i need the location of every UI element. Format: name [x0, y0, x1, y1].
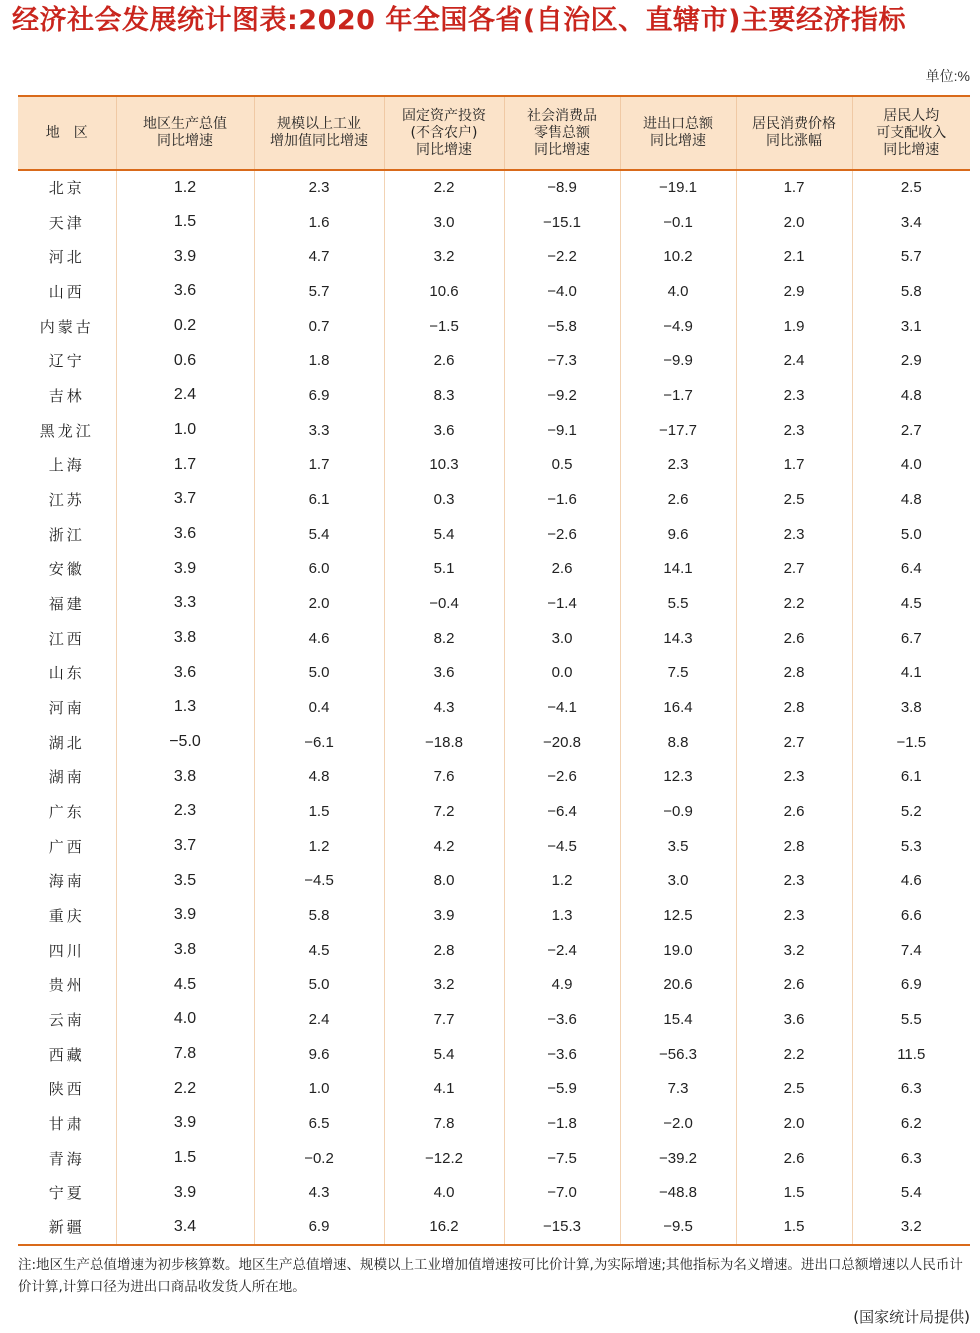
value-cell: 14.1 — [620, 551, 736, 586]
value-cell: 2.6 — [736, 621, 852, 656]
value-cell: 5.4 — [384, 517, 504, 552]
value-cell: −7.0 — [504, 1175, 620, 1210]
unit-label: 单位:% — [925, 68, 970, 84]
region-cell: 江苏 — [48, 490, 85, 509]
value-cell: 4.1 — [384, 1071, 504, 1106]
col-header-cpi: 居民消费价格 同比涨幅 — [736, 96, 852, 170]
col-header-investment: 固定资产投资 (不含农户) 同比增速 — [384, 96, 504, 170]
value-cell: 3.3 — [116, 586, 254, 621]
region-cell: 新疆 — [18, 1210, 116, 1245]
value-cell: 7.3 — [620, 1071, 736, 1106]
value-cell: 2.8 — [736, 690, 852, 725]
table-row — [18, 1071, 970, 1106]
value-cell: 2.3 — [736, 517, 852, 552]
value-cell: 0.2 — [116, 309, 254, 344]
region-cell: 贵州 — [48, 976, 85, 995]
value-cell: −5.9 — [504, 1071, 620, 1106]
value-cell: −9.2 — [504, 378, 620, 413]
value-cell: 1.7 — [736, 447, 852, 482]
value-cell: 6.9 — [852, 967, 970, 1002]
value-cell: 9.6 — [254, 1037, 384, 1072]
value-cell: −1.7 — [620, 378, 736, 413]
value-cell: 2.7 — [736, 725, 852, 760]
region-cell: 四川 — [48, 941, 85, 960]
value-cell: 5.4 — [254, 517, 384, 552]
value-cell: 2.4 — [736, 343, 852, 378]
value-cell: −0.2 — [254, 1141, 384, 1176]
table-row — [18, 551, 970, 586]
value-cell: 5.0 — [852, 517, 970, 552]
value-cell: 12.3 — [620, 759, 736, 794]
value-cell: 3.0 — [620, 863, 736, 898]
page-title: 经济社会发展统计图表:2020 年全国各省(自治区、直辖市)主要经济指标 — [12, 5, 907, 36]
region-cell: 河南 — [48, 698, 85, 717]
value-cell: 2.6 — [504, 551, 620, 586]
value-cell: −7.3 — [504, 343, 620, 378]
value-cell: 3.4 — [116, 1210, 254, 1245]
table-row — [18, 933, 970, 968]
value-cell: −17.7 — [620, 413, 736, 448]
value-cell: 2.9 — [736, 274, 852, 309]
value-cell: 3.2 — [736, 933, 852, 968]
value-cell: 0.3 — [384, 482, 504, 517]
value-cell: 5.7 — [852, 239, 970, 274]
value-cell: 6.1 — [254, 482, 384, 517]
region-cell: 湖北 — [48, 733, 85, 752]
table-row — [18, 621, 970, 656]
value-cell: 3.7 — [116, 482, 254, 517]
value-cell: 3.6 — [116, 274, 254, 309]
table-row — [18, 1037, 970, 1072]
value-cell: 2.6 — [736, 794, 852, 829]
value-cell: 1.7 — [736, 170, 852, 205]
value-cell: −4.5 — [254, 863, 384, 898]
value-cell: 4.8 — [852, 378, 970, 413]
value-cell: 2.6 — [736, 1141, 852, 1176]
value-cell: 1.5 — [116, 1141, 254, 1176]
value-cell: 1.8 — [254, 343, 384, 378]
value-cell: 19.0 — [620, 933, 736, 968]
table-header — [18, 96, 970, 170]
value-cell: 3.9 — [384, 898, 504, 933]
value-cell: −5.8 — [504, 309, 620, 344]
value-cell: 3.4 — [852, 205, 970, 240]
value-cell: −4.9 — [620, 309, 736, 344]
value-cell: 2.1 — [736, 239, 852, 274]
region-cell: 内蒙古 — [39, 317, 94, 336]
value-cell: 1.2 — [116, 170, 254, 205]
value-cell: 0.4 — [254, 690, 384, 725]
value-cell: −2.6 — [504, 759, 620, 794]
value-cell: 7.5 — [620, 655, 736, 690]
value-cell: 7.6 — [384, 759, 504, 794]
value-cell: 3.6 — [384, 655, 504, 690]
value-cell: −19.1 — [620, 170, 736, 205]
region-cell: 辽宁 — [48, 352, 85, 371]
value-cell: 3.6 — [116, 517, 254, 552]
table-body — [18, 170, 970, 1245]
value-cell: 0.5 — [504, 447, 620, 482]
col-header-income: 居民人均 可支配收入 同比增速 — [852, 96, 970, 170]
value-cell: 3.2 — [384, 967, 504, 1002]
table-row — [18, 725, 970, 760]
value-cell: 6.3 — [852, 1071, 970, 1106]
value-cell: 3.8 — [116, 933, 254, 968]
value-cell: −2.6 — [504, 517, 620, 552]
value-cell: 4.0 — [384, 1175, 504, 1210]
value-cell: 2.5 — [736, 482, 852, 517]
value-cell: 2.2 — [736, 1037, 852, 1072]
table-row — [18, 1210, 970, 1245]
table-row — [18, 1175, 970, 1210]
table-row — [18, 239, 970, 274]
value-cell: 12.5 — [620, 898, 736, 933]
value-cell: −2.4 — [504, 933, 620, 968]
value-cell: −0.1 — [620, 205, 736, 240]
value-cell: 2.7 — [736, 551, 852, 586]
value-cell: 3.7 — [116, 829, 254, 864]
value-cell: 2.0 — [736, 205, 852, 240]
value-cell: 2.3 — [736, 413, 852, 448]
region-cell: 浙江 — [48, 525, 85, 544]
value-cell: 2.3 — [254, 170, 384, 205]
table-row — [18, 967, 970, 1002]
value-cell: −3.6 — [504, 1037, 620, 1072]
value-cell: −8.9 — [504, 170, 620, 205]
value-cell: 1.3 — [504, 898, 620, 933]
value-cell: 10.2 — [620, 239, 736, 274]
value-cell: 6.5 — [254, 1106, 384, 1141]
value-cell: 3.9 — [116, 239, 254, 274]
table-row — [18, 413, 970, 448]
value-cell: 5.0 — [254, 655, 384, 690]
value-cell: 1.5 — [736, 1175, 852, 1210]
table-row — [18, 343, 970, 378]
value-cell: 4.0 — [852, 447, 970, 482]
value-cell: −15.1 — [504, 205, 620, 240]
value-cell: 4.2 — [384, 829, 504, 864]
value-cell: 7.4 — [852, 933, 970, 968]
value-cell: 1.0 — [116, 413, 254, 448]
table-row — [18, 1141, 970, 1176]
value-cell: 3.6 — [384, 413, 504, 448]
value-cell: −9.9 — [620, 343, 736, 378]
value-cell: 4.8 — [852, 482, 970, 517]
value-cell: 1.5 — [736, 1210, 852, 1245]
table-row — [18, 863, 970, 898]
value-cell: 2.0 — [254, 586, 384, 621]
indicator-table — [18, 95, 970, 1246]
value-cell: 2.2 — [736, 586, 852, 621]
value-cell: 4.5 — [852, 586, 970, 621]
value-cell: 2.0 — [736, 1106, 852, 1141]
value-cell: −4.1 — [504, 690, 620, 725]
value-cell: 1.5 — [116, 205, 254, 240]
value-cell: 3.8 — [852, 690, 970, 725]
value-cell: −6.1 — [254, 725, 384, 760]
value-cell: 2.8 — [736, 655, 852, 690]
value-cell: 4.6 — [852, 863, 970, 898]
value-cell: 2.3 — [620, 447, 736, 482]
value-cell: 5.5 — [852, 1002, 970, 1037]
value-cell: 1.2 — [504, 863, 620, 898]
col-header-region: 地 区 — [18, 96, 116, 170]
table-row — [18, 1106, 970, 1141]
value-cell: 4.5 — [116, 967, 254, 1002]
table-row — [18, 690, 970, 725]
value-cell: 3.6 — [116, 655, 254, 690]
value-cell: 4.0 — [116, 1002, 254, 1037]
region-cell: 上海 — [48, 456, 85, 475]
value-cell: 2.2 — [384, 170, 504, 205]
value-cell: 8.8 — [620, 725, 736, 760]
value-cell: 3.9 — [116, 1175, 254, 1210]
value-cell: 9.6 — [620, 517, 736, 552]
region-cell: 山东 — [48, 664, 85, 683]
value-cell: 6.7 — [852, 621, 970, 656]
header-row — [18, 96, 970, 170]
value-cell: 3.8 — [116, 759, 254, 794]
table-row — [18, 309, 970, 344]
value-cell: 10.6 — [384, 274, 504, 309]
value-cell: −1.8 — [504, 1106, 620, 1141]
region-cell: 陕西 — [48, 1080, 85, 1099]
value-cell: 4.5 — [254, 933, 384, 968]
region-cell: 甘肃 — [48, 1114, 85, 1133]
value-cell: 1.7 — [254, 447, 384, 482]
value-cell: 3.0 — [384, 205, 504, 240]
value-cell: 3.9 — [116, 1106, 254, 1141]
region-cell: 北京 — [48, 179, 85, 198]
value-cell: 2.7 — [852, 413, 970, 448]
region-cell: 湖南 — [48, 768, 85, 787]
value-cell: −5.0 — [116, 725, 254, 760]
table-row — [18, 1002, 970, 1037]
col-header-industry: 规模以上工业 增加值同比增速 — [254, 96, 384, 170]
value-cell: 4.0 — [620, 274, 736, 309]
region-cell: 河北 — [48, 248, 85, 267]
value-cell: 3.0 — [504, 621, 620, 656]
region-cell: 海南 — [48, 872, 85, 891]
region-cell: 云南 — [48, 1010, 85, 1029]
value-cell: 4.8 — [254, 759, 384, 794]
value-cell: 2.4 — [254, 1002, 384, 1037]
value-cell: 6.9 — [254, 1210, 384, 1245]
value-cell: 4.3 — [254, 1175, 384, 1210]
region-cell: 山西 — [48, 282, 85, 301]
value-cell: 16.2 — [384, 1210, 504, 1245]
value-cell: 5.5 — [620, 586, 736, 621]
table-row — [18, 447, 970, 482]
value-cell: −3.6 — [504, 1002, 620, 1037]
region-cell: 安徽 — [48, 560, 85, 579]
value-cell: 5.2 — [852, 794, 970, 829]
value-cell: 20.6 — [620, 967, 736, 1002]
table-row — [18, 517, 970, 552]
region-cell: 福建 — [48, 594, 85, 613]
value-cell: 2.3 — [736, 863, 852, 898]
region-cell: 西藏 — [48, 1045, 85, 1064]
value-cell: 15.4 — [620, 1002, 736, 1037]
value-cell: 3.1 — [852, 309, 970, 344]
value-cell: 2.9 — [852, 343, 970, 378]
value-cell: −15.3 — [504, 1210, 620, 1245]
value-cell: −0.9 — [620, 794, 736, 829]
value-cell: 3.9 — [116, 551, 254, 586]
region-cell: 宁夏 — [48, 1184, 85, 1203]
col-header-gdp: 地区生产总值 同比增速 — [116, 96, 254, 170]
value-cell: −6.4 — [504, 794, 620, 829]
value-cell: 5.7 — [254, 274, 384, 309]
value-cell: −9.5 — [620, 1210, 736, 1245]
value-cell: 5.3 — [852, 829, 970, 864]
value-cell: 2.3 — [736, 759, 852, 794]
value-cell: 4.9 — [504, 967, 620, 1002]
value-cell: −0.4 — [384, 586, 504, 621]
value-cell: 5.8 — [254, 898, 384, 933]
region-cell: 广西 — [48, 837, 85, 856]
value-cell: −4.5 — [504, 829, 620, 864]
value-cell: 2.2 — [116, 1071, 254, 1106]
table-row — [18, 205, 970, 240]
region-cell: 青海 — [48, 1149, 85, 1168]
value-cell: 2.5 — [736, 1071, 852, 1106]
value-cell: −1.6 — [504, 482, 620, 517]
value-cell: 2.6 — [384, 343, 504, 378]
value-cell: 5.8 — [852, 274, 970, 309]
value-cell: 0.6 — [116, 343, 254, 378]
value-cell: −48.8 — [620, 1175, 736, 1210]
value-cell: −7.5 — [504, 1141, 620, 1176]
region-cell: 天津 — [48, 213, 85, 232]
value-cell: −12.2 — [384, 1141, 504, 1176]
table-row — [18, 482, 970, 517]
value-cell: 3.8 — [116, 621, 254, 656]
value-cell: 8.3 — [384, 378, 504, 413]
value-cell: −1.5 — [384, 309, 504, 344]
value-cell: 6.0 — [254, 551, 384, 586]
value-cell: 6.1 — [852, 759, 970, 794]
value-cell: 1.0 — [254, 1071, 384, 1106]
value-cell: −39.2 — [620, 1141, 736, 1176]
table-row — [18, 378, 970, 413]
value-cell: −9.1 — [504, 413, 620, 448]
region-cell: 黑龙江 — [39, 421, 94, 440]
value-cell: 5.1 — [384, 551, 504, 586]
value-cell: 10.3 — [384, 447, 504, 482]
value-cell: 14.3 — [620, 621, 736, 656]
table-row — [18, 586, 970, 621]
value-cell: 11.5 — [852, 1037, 970, 1072]
region-cell: 吉林 — [48, 386, 85, 405]
value-cell: 1.3 — [116, 690, 254, 725]
value-cell: −2.0 — [620, 1106, 736, 1141]
value-cell: 4.7 — [254, 239, 384, 274]
footnote: 注:地区生产总值增速为初步核算数。地区生产总值增速、规模以上工业增加值增速按可比价计算,为实际增速;其他指标为名义增速。进出口总额增速以人民币计价计算,计算口径为进出口商品收发货人所在地。 — [18, 1257, 963, 1295]
value-cell: 1.5 — [254, 794, 384, 829]
value-cell: −18.8 — [384, 725, 504, 760]
value-cell: 2.3 — [736, 898, 852, 933]
region-cell: 江西 — [48, 629, 85, 648]
table-row — [18, 794, 970, 829]
value-cell: 2.3 — [736, 378, 852, 413]
value-cell: 0.0 — [504, 655, 620, 690]
value-cell: 5.4 — [852, 1175, 970, 1210]
value-cell: −2.2 — [504, 239, 620, 274]
value-cell: 2.6 — [736, 967, 852, 1002]
value-cell: 3.2 — [852, 1210, 970, 1245]
table-row — [18, 655, 970, 690]
value-cell: 4.1 — [852, 655, 970, 690]
indicator-table-container — [18, 95, 970, 1246]
value-cell: 2.5 — [852, 170, 970, 205]
value-cell: 3.9 — [116, 898, 254, 933]
value-cell: 16.4 — [620, 690, 736, 725]
value-cell: 7.8 — [116, 1037, 254, 1072]
value-cell: 7.8 — [384, 1106, 504, 1141]
value-cell: 2.4 — [116, 378, 254, 413]
value-cell: 7.2 — [384, 794, 504, 829]
value-cell: 2.6 — [620, 482, 736, 517]
table-row — [18, 898, 970, 933]
value-cell: 2.8 — [384, 933, 504, 968]
value-cell: −1.4 — [504, 586, 620, 621]
value-cell: 6.9 — [254, 378, 384, 413]
value-cell: 1.6 — [254, 205, 384, 240]
value-cell: 4.6 — [254, 621, 384, 656]
value-cell: −4.0 — [504, 274, 620, 309]
table-row — [18, 274, 970, 309]
value-cell: 1.9 — [736, 309, 852, 344]
value-cell: 5.0 — [254, 967, 384, 1002]
value-cell: 3.6 — [736, 1002, 852, 1037]
value-cell: 1.7 — [116, 447, 254, 482]
table-row — [18, 829, 970, 864]
value-cell: −20.8 — [504, 725, 620, 760]
value-cell: 6.3 — [852, 1141, 970, 1176]
table-row — [18, 759, 970, 794]
region-cell: 重庆 — [48, 906, 85, 925]
value-cell: −56.3 — [620, 1037, 736, 1072]
value-cell: 6.6 — [852, 898, 970, 933]
col-header-trade: 进出口总额 同比增速 — [620, 96, 736, 170]
value-cell: 1.2 — [254, 829, 384, 864]
value-cell: 3.2 — [384, 239, 504, 274]
value-cell: 8.2 — [384, 621, 504, 656]
value-cell: −1.5 — [852, 725, 970, 760]
value-cell: 5.4 — [384, 1037, 504, 1072]
table-row — [18, 170, 970, 205]
col-header-retail: 社会消费品 零售总额 同比增速 — [504, 96, 620, 170]
value-cell: 2.8 — [736, 829, 852, 864]
value-cell: 2.3 — [116, 794, 254, 829]
value-cell: 0.7 — [254, 309, 384, 344]
source-credit: (国家统计局提供) — [853, 1308, 970, 1326]
value-cell: 8.0 — [384, 863, 504, 898]
region-cell: 广东 — [48, 802, 85, 821]
value-cell: 4.3 — [384, 690, 504, 725]
value-cell: 3.5 — [116, 863, 254, 898]
value-cell: 7.7 — [384, 1002, 504, 1037]
value-cell: 6.2 — [852, 1106, 970, 1141]
value-cell: 6.4 — [852, 551, 970, 586]
value-cell: 3.5 — [620, 829, 736, 864]
value-cell: 3.3 — [254, 413, 384, 448]
